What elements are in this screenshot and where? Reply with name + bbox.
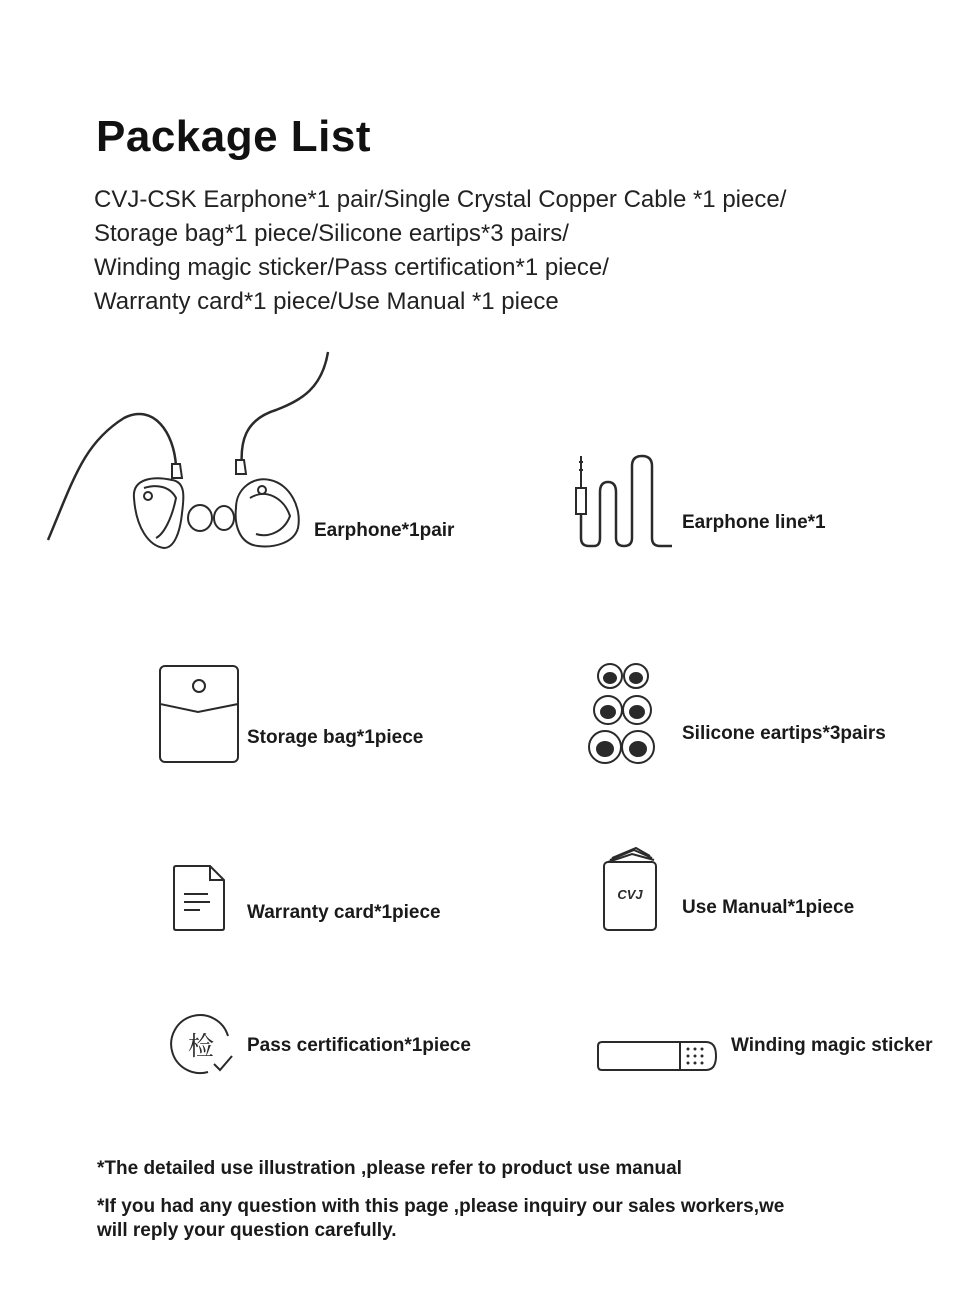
- storage-bag-icon: [158, 664, 240, 764]
- magic-sticker-icon: [596, 1038, 720, 1074]
- manual-logo: CVJ: [617, 887, 643, 902]
- description-line: Storage bag*1 piece/Silicone eartips*3 pairs/: [94, 220, 569, 247]
- footnotes: [97, 1157, 897, 1243]
- package-description: [94, 183, 914, 319]
- description-line: CVJ-CSK Earphone*1 pair/Single Crystal Copper Cable *1 piece/: [94, 186, 787, 213]
- certification-icon: [170, 1014, 236, 1076]
- item-label: Pass certification*1piece: [247, 1035, 471, 1056]
- item-label: Winding magic sticker: [731, 1035, 933, 1056]
- description-line: Winding magic sticker/Pass certification*1 piece/: [94, 254, 609, 281]
- warranty-card-icon: [172, 864, 226, 932]
- page-title: Package List: [96, 112, 372, 161]
- description-line: Warranty card*1 piece/Use Manual *1 piece: [94, 288, 559, 315]
- item-label: Earphone*1pair: [314, 520, 455, 541]
- item-label: Warranty card*1piece: [247, 902, 441, 923]
- item-label: Silicone eartips*3pairs: [682, 723, 886, 744]
- eartips-icon: [586, 662, 658, 766]
- item-label: Use Manual*1piece: [682, 897, 855, 918]
- footnote: *If you had any question with this page ,please inquiry our sales workers,we will reply your question carefully.: [97, 1196, 785, 1241]
- item-label: Earphone line*1: [682, 512, 826, 533]
- item-label: Storage bag*1piece: [247, 727, 424, 748]
- earphones-icon: [44, 348, 306, 550]
- footnote: *The detailed use illustration ,please refer to product use manual: [97, 1158, 682, 1179]
- certification-glyph: 检: [187, 1032, 215, 1062]
- manual-icon: [602, 846, 660, 934]
- cable-icon: [572, 452, 680, 550]
